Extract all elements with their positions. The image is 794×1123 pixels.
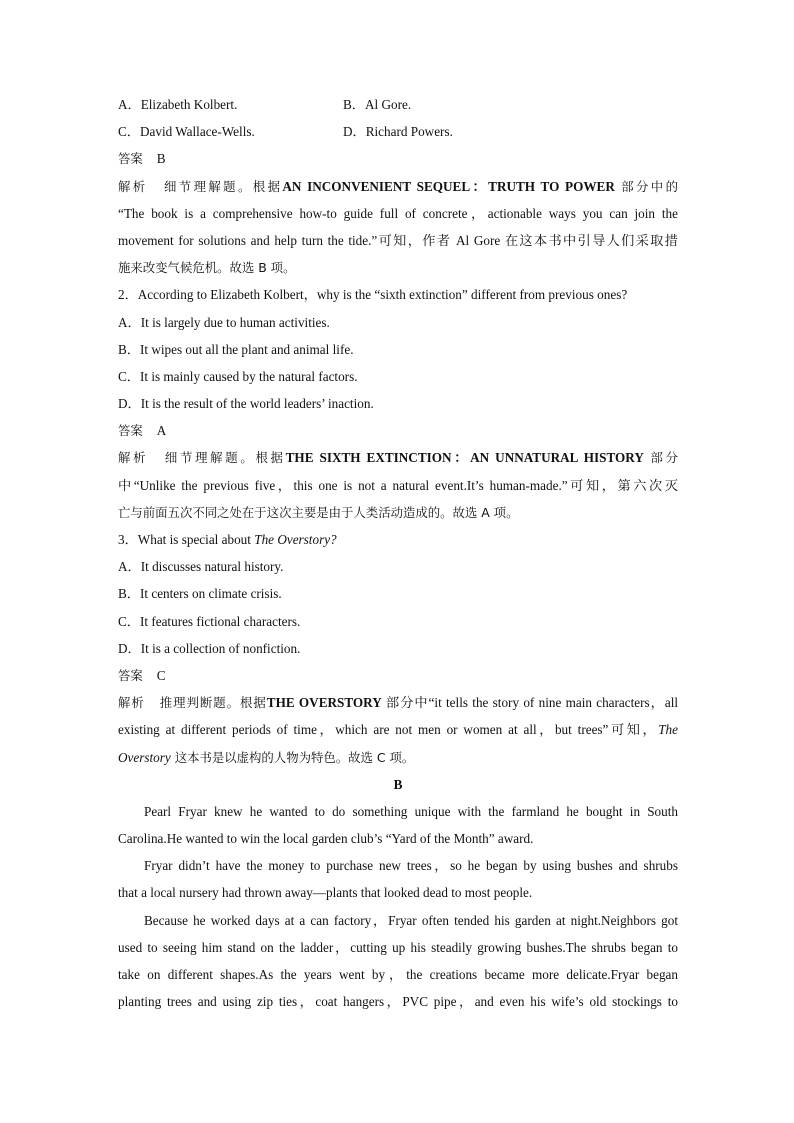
passage-p2-line-2: that a local nursery had thrown away—plants that looked dead to most people. bbox=[118, 885, 533, 901]
q2-answer-label: 答案 bbox=[118, 423, 143, 439]
q1-option-d: D．Richard Powers. bbox=[343, 124, 453, 140]
q3-analysis-line-1 bbox=[118, 689, 678, 716]
passage-p1-line-2: Carolina.He wanted to win the local garden club’s “Yard of the Month” award. bbox=[118, 831, 534, 847]
q1-analysis-line-2: “The book is a comprehensive how-to guide full of concrete，actionable ways you can join the bbox=[118, 205, 678, 221]
q3-option-d: D．It is a collection of nonfiction. bbox=[118, 640, 301, 656]
q3-analysis-line-3-title: Overstory bbox=[118, 749, 171, 765]
q2-option-c: C．It is mainly caused by the natural factors. bbox=[118, 368, 358, 384]
q2-analysis-line-1 bbox=[118, 444, 678, 471]
q3-analysis-line-3-rest: 这本书是以虚构的人物为特色。故选 C 项。 bbox=[170, 749, 415, 765]
q1-analysis-type: 细节理解题。根据 bbox=[161, 178, 283, 194]
section-b-heading: B bbox=[393, 776, 403, 792]
passage-p1-line-1: Pearl Fryar knew he wanted to do something unique with the farmland he bought in South bbox=[144, 803, 678, 819]
q1-answer-value: B bbox=[156, 151, 166, 167]
q2-analysis-line-2: 中“Unlike the previous five，this one is not a natural event.It’s human-made.”可知，第六次灭 bbox=[118, 477, 678, 493]
q3-question-title: The Overstory? bbox=[254, 532, 337, 547]
q2-answer-value: A bbox=[156, 423, 167, 439]
passage-p3-line-1: Because he worked days at a can factory，Fryar often tended his garden at night.Neighbors got bbox=[144, 912, 678, 928]
passage-p2-line-1: Fryar didn’t have the money to purchase new trees，so he began by using bushes and shrubs bbox=[144, 858, 678, 874]
q1-answer bbox=[118, 145, 678, 172]
q3-analysis-line-2-main: existing at different periods of time，which are not men or women at all，but trees”可知， bbox=[118, 722, 659, 738]
q1-analysis-after-section: 部分中的 bbox=[614, 178, 678, 194]
q1-option-b: B．Al Gore. bbox=[343, 97, 412, 112]
passage-p3-line-4: planting trees and using zip ties，coat hangers，PVC pipe，and even his wife’s old stockings to bbox=[118, 994, 678, 1010]
q3-answer-value: C bbox=[156, 667, 166, 683]
q2-option-d: D．It is the result of the world leaders’ inaction. bbox=[118, 396, 374, 412]
passage-p3-line-3: take on different shapes.As the years went by，the creations became more delicate.Fryar began bbox=[118, 967, 678, 982]
q2-analysis-type: 细节理解题。根据 bbox=[162, 450, 286, 466]
q3-analysis-line-2-title: The bbox=[658, 722, 678, 738]
q3-option-c: C．It features fictional characters. bbox=[118, 613, 301, 629]
q1-option-c: C．David Wallace-Wells. bbox=[118, 124, 255, 140]
q1-analysis-line-3: movement for solutions and help turn the tide.”可知，作者 Al Gore 在这本书中引导人们采取措 bbox=[118, 232, 678, 248]
q3-answer-label: 答案 bbox=[118, 667, 143, 683]
q3-question bbox=[118, 526, 678, 553]
q1-options-row-1 bbox=[118, 91, 678, 118]
q2-analysis-label: 解析 bbox=[118, 450, 149, 466]
q3-question-prefix: 3．What is special about bbox=[118, 532, 255, 547]
q3-analysis-line-3 bbox=[118, 744, 678, 771]
q1-option-a: A．Elizabeth Kolbert. bbox=[118, 97, 238, 112]
q3-analysis-line-1-rest: 部分中“it tells the story of nine main characters，all bbox=[381, 695, 678, 711]
passage-p3-line-2: used to seeing him stand on the ladder，cutting up his steadily growing bushes.The shrubs began to bbox=[118, 939, 678, 955]
q2-option-b: B．It wipes out all the plant and animal life. bbox=[118, 341, 354, 357]
q3-option-a: A．It discusses natural history. bbox=[118, 559, 284, 575]
q1-options-row-2 bbox=[118, 118, 678, 145]
q2-answer bbox=[118, 417, 678, 444]
q3-analysis-label: 解析 bbox=[118, 695, 145, 711]
q2-analysis-after-section: 部分 bbox=[643, 450, 678, 466]
q2-analysis-section: THE SIXTH EXTINCTION：AN UNNATURAL HISTORY bbox=[285, 450, 644, 466]
q1-analysis-label: 解析 bbox=[118, 178, 148, 194]
q1-analysis-line-4: 施来改变气候危机。故选 B 项。 bbox=[118, 260, 296, 276]
q3-analysis-section: THE OVERSTORY bbox=[266, 695, 382, 711]
q1-answer-label: 答案 bbox=[118, 151, 143, 167]
q3-answer bbox=[118, 662, 678, 689]
document-page bbox=[118, 91, 678, 1015]
q2-question: 2．According to Elizabeth Kolbert，why is the “sixth extinction” different from previous ones? bbox=[118, 287, 628, 303]
q2-analysis-line-3: 亡与前面五次不同之处在于这次主要是由于人类活动造成的。故选 A 项。 bbox=[118, 504, 519, 520]
q1-analysis-line-1 bbox=[118, 173, 678, 200]
q3-analysis-type: 推理判断题。根据 bbox=[158, 695, 267, 711]
q3-option-b: B．It centers on climate crisis. bbox=[118, 586, 282, 602]
q3-analysis-line-2 bbox=[118, 716, 678, 743]
q1-analysis-section: AN INCONVENIENT SEQUEL：TRUTH TO POWER bbox=[282, 178, 615, 194]
q2-option-a: A．It is largely due to human activities. bbox=[118, 314, 330, 330]
